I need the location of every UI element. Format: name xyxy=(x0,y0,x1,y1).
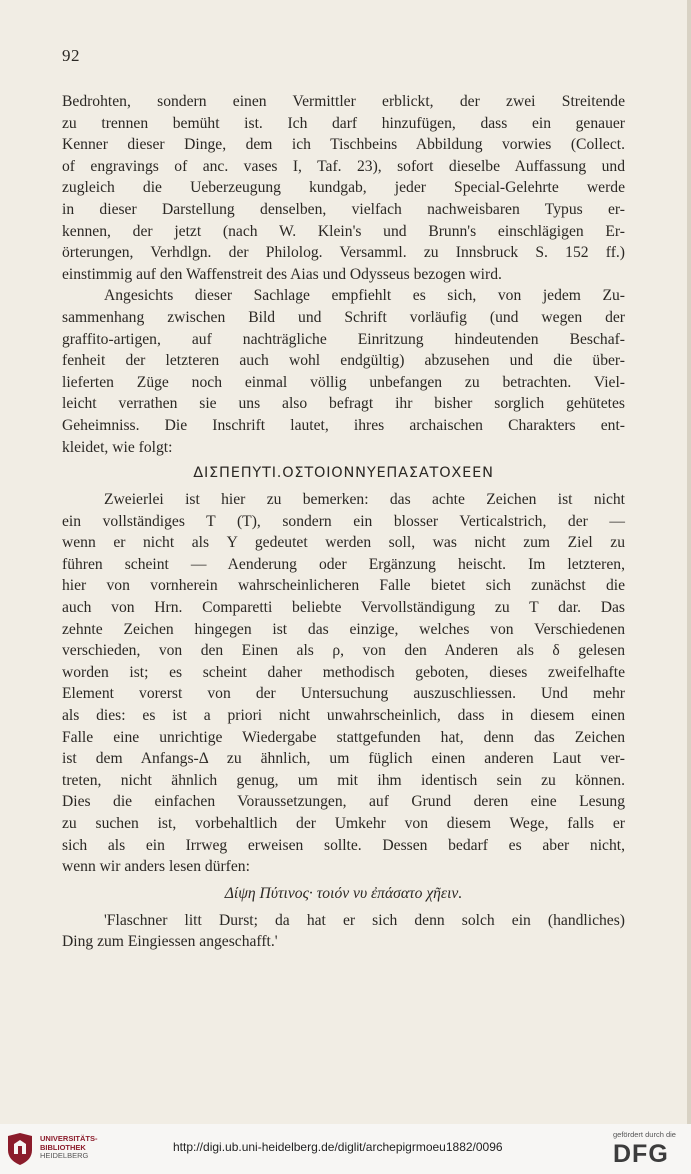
university-seal-icon[interactable] xyxy=(6,1132,34,1166)
greek-reading: Δίψη Πύτινος· τοιόν νυ ἐπάσατο χῆειν. xyxy=(224,884,463,902)
text-line: ein vollständiges T (Τ), sondern ein blosser Verticalstrich, der — xyxy=(62,512,625,530)
text-line: auch von Hrn. Comparetti beliebte Vervollständigung zu T dar. Das xyxy=(62,599,625,617)
text-line: Kenner dieser Dinge, dem ich Tischbeins Abbildung vorwies (Collect. xyxy=(62,136,625,154)
text-line: in dieser Darstellung denselben, vielfach nachweisbaren Typus er- xyxy=(62,200,625,218)
text-line: kleidet, wie folgt: xyxy=(62,438,173,456)
text-line: örterungen, Verhdlgn. der Philolog. Versamml. zu Innsbruck S. 152 ff.) xyxy=(62,244,625,262)
text-line: Ding zum Eingiessen angeschafft.' xyxy=(62,933,278,951)
text-line: Dies die einfachen Voraussetzungen, auf Grund deren eine Lesung xyxy=(62,793,625,811)
source-url-link[interactable]: http://digi.ub.uni-heidelberg.de/diglit/archepigrmoeu1882/0096 xyxy=(173,1140,503,1154)
text-line: Zweierlei ist hier zu bemerken: das achte Zeichen ist nicht xyxy=(104,491,625,509)
text-line: wenn wir anders lesen dürfen: xyxy=(62,858,250,876)
scan-edge xyxy=(687,0,691,1124)
text-line: treten, nicht ähnlich genug, um mit ihm identisch sein zu können. xyxy=(62,771,625,789)
body-text xyxy=(62,91,625,953)
funder-note: gefördert durch die xyxy=(613,1130,676,1139)
text-line: Falle eine unrichtige Wiedergabe stattgefunden hat, denn das Zeichen xyxy=(62,728,625,746)
text-line: wenn er nicht als Υ gedeutet werden soll, was nicht zum Ziel zu xyxy=(62,534,625,552)
text-line: ist dem Anfangs-Δ zu ähnlich, um füglich einen anderen Laut ver- xyxy=(62,750,625,768)
institution-line: BIBLIOTHEK xyxy=(40,1142,86,1152)
text-line: lieferten Züge noch einmal völlig unbefangen zu betrachten. Viel- xyxy=(62,373,625,391)
text-line: als dies: es ist a priori nicht unwahrscheinlich, dass in diesem einen xyxy=(62,707,625,725)
page-number: 92 xyxy=(62,46,80,65)
text-line: sich als ein Irrweg erweisen sollte. Dessen bedarf es aber nicht, xyxy=(62,836,625,854)
text-line: zugleich die Ueberzeugung kundgab, jeder Special-Gelehrte werde xyxy=(62,179,625,197)
text-line: verschieden, von den Einen als ρ, von den Anderen als δ gelesen xyxy=(62,642,625,660)
institution-line: HEIDELBERG xyxy=(40,1151,89,1161)
text-line: Geheimniss. Die Inschrift lautet, ihres archaischen Charakters ent- xyxy=(62,416,625,434)
text-line: sammenhang zwischen Bild und Schrift vorläufig (und wegen der xyxy=(62,308,625,326)
institution-name xyxy=(40,1135,98,1161)
text-line: fenheit der letzteren auch wohl endgültig) abzusehen und die über- xyxy=(62,352,625,370)
text-line: graffito-artigen, auf nachträgliche Einritzung hindeutenden Beschaf- xyxy=(62,330,625,348)
text-line: Element vorerst von der Untersuchung auszuschliessen. Und mehr xyxy=(62,685,625,703)
text-line: zu suchen ist, vorbehaltlich der Umkehr von diesem Wege, falls er xyxy=(62,815,625,832)
inscription: ΔΙΣΠΕΠΥΤΙ.ΟΣΤΟΙΟΝΝΥΕΠΑΣΑΤΟΧΕΕΝ xyxy=(193,465,494,482)
text-line: zu trennen bemüht ist. Ich darf hinzufügen, dass ein genauer xyxy=(62,114,625,132)
text-line: Bedrohten, sondern einen Vermittler erblickt, der zwei Streitende xyxy=(62,93,625,110)
text-line: einstimmig auf den Waffenstreit des Aias und Odysseus bezogen wird. xyxy=(62,265,502,283)
text-line: kennen, der jetzt (nach W. Klein's und Brunn's einschlägigen Er- xyxy=(62,222,625,240)
text-line: Angesichts dieser Sachlage empfiehlt es sich, von jedem Zu- xyxy=(104,287,625,305)
text-line: zehnte Zeichen hingegen ist das einzige, welches von Verschiedenen xyxy=(62,620,625,638)
text-line: of engravings of anc. vases I, Taf. 23), sofort dieselbe Auffassung und xyxy=(62,157,625,175)
footer xyxy=(0,1124,691,1174)
text-line: worden ist; es scheint daher methodisch geboten, dieses zweifelhafte xyxy=(62,663,625,681)
text-line: hier von vornherein wahrscheinlicheren Falle bietet sich zunächst die xyxy=(62,577,625,595)
institution-line: UNIVERSITÄTS- xyxy=(40,1134,98,1143)
text-line: 'Flaschner litt Durst; da hat er sich denn solch ein (handliches) xyxy=(104,911,625,929)
text-line: führen scheint — Aenderung oder Ergänzung heischt. Im letzteren, xyxy=(62,555,625,573)
dfg-logo[interactable]: DFG xyxy=(613,1140,669,1168)
text-line: leicht verrathen sie uns also befragt ihr bisher sorglich gehütetes xyxy=(62,395,625,413)
